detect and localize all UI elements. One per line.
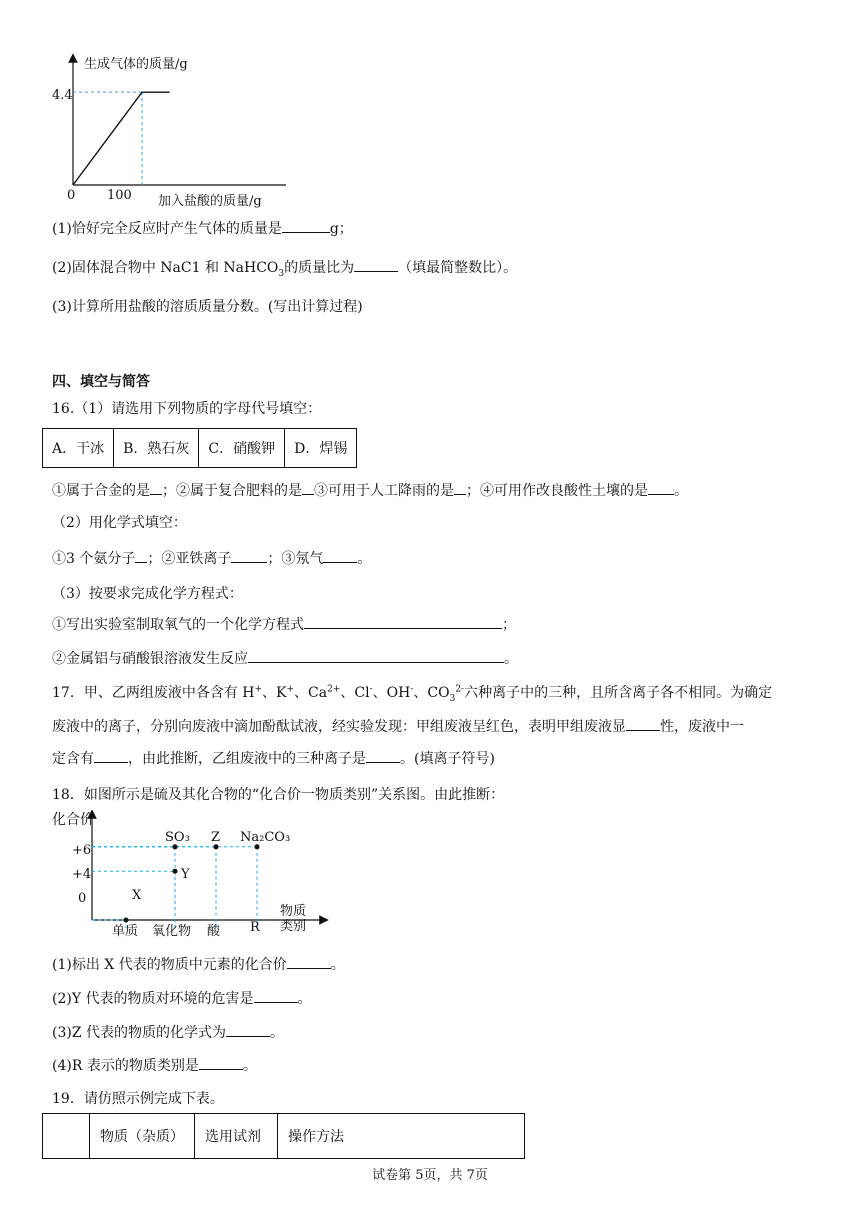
q18-end: 。 [297, 991, 312, 1007]
q16-l2-end: 。 [357, 551, 372, 567]
q17-sub: 3 [449, 693, 456, 704]
answer-blank[interactable] [304, 615, 502, 629]
q16-option-a: A．干冰 [43, 429, 114, 468]
q17-text: 、Cl [340, 685, 370, 701]
answer-blank[interactable] [94, 749, 128, 763]
q17-sup: - [410, 684, 414, 695]
chart2-category-label: 单质 [112, 924, 139, 939]
chart2-ylabel: 化合价 [52, 812, 94, 828]
answer-blank[interactable] [150, 481, 162, 495]
q18-end: 。 [330, 957, 345, 973]
q17-sup: + [254, 684, 263, 695]
chart1-xtick-zero: 0 [67, 188, 76, 203]
chart2-point-label: SO₃ [165, 830, 190, 845]
chart2-point [214, 844, 219, 849]
q16-l3: ①写出实验室制取氧气的一个化学方程式 [52, 617, 304, 633]
chart2-point [173, 844, 178, 849]
q17-sup: 2- [455, 684, 465, 695]
q17-text: 、K [262, 685, 287, 701]
q17-sup: - [369, 684, 373, 695]
q18-p1: (1)标出 X 代表的物质中元素的化合价 [52, 957, 287, 973]
q15-part2-sub: 3 [278, 268, 285, 279]
q16-l4: ②金属铝与硝酸银溶液发生反应 [52, 651, 248, 667]
q16-line2 [52, 548, 371, 568]
q16-line4 [52, 648, 518, 668]
q15-part2 [52, 257, 517, 279]
chart2-ytick-zero: 0 [78, 891, 87, 906]
q17-text: 17．甲、乙两组废液中各含有 H [52, 685, 255, 701]
q18-part3 [52, 1022, 284, 1042]
page-footer: 试卷第 5页，共 7页 [372, 1168, 488, 1183]
q18-part4 [52, 1055, 257, 1075]
q18-part2 [52, 988, 312, 1008]
gas-mass-chart [50, 48, 290, 208]
chart1-ylabel: 生成气体的质量/g [84, 57, 188, 72]
q15-part1-end: g； [329, 221, 353, 237]
q15-part2-end: （填最简整数比）。 [398, 260, 518, 276]
q17-line2 [52, 716, 744, 736]
chart2-category-label: 氧化物 [152, 924, 192, 939]
q18-p4: (4)R 表示的物质类别是 [52, 1058, 199, 1074]
chart2-ytick-plus4: +4 [72, 867, 92, 882]
answer-blank[interactable] [135, 549, 147, 563]
answer-blank[interactable] [366, 749, 400, 763]
chart2-point-label: Y [181, 867, 190, 882]
q16-l1-c: ③可用于人工降雨的是 [314, 483, 454, 499]
q16-part2: （2）用化学式填空： [52, 515, 187, 531]
answer-blank[interactable] [626, 717, 660, 731]
q17-text: 、OH [372, 685, 411, 701]
q18-part1 [52, 954, 345, 974]
chart2-ytick-plus6: +6 [72, 843, 92, 858]
q18-end: 。 [270, 1025, 285, 1041]
q18-p3: (3)Z 代表的物质的化学式为 [52, 1025, 227, 1041]
answer-blank[interactable] [323, 549, 357, 563]
q16-l1-end: 。 [674, 483, 688, 499]
answer-blank[interactable] [302, 481, 314, 495]
q17-text: 废液中的离子，分别向废液中滴加酚酞试液，经实验发现：甲组废液呈红色，表明甲组废液显 [52, 719, 626, 735]
q17-sup: 2+ [327, 684, 341, 695]
answer-blank[interactable] [287, 955, 331, 969]
section-title: 四、填空与简答 [52, 374, 150, 390]
answer-blank[interactable] [231, 549, 267, 563]
q16-option-b: B．熟石灰 [114, 429, 199, 468]
q17-text: ，由此推断，乙组废液中的三种离子是 [128, 751, 366, 767]
q16-part3: （3）按要求完成化学方程式： [52, 586, 243, 602]
chart2-point-label: X [132, 888, 142, 903]
q15-part1-text: (1)恰好完全反应时产生气体的质量是 [52, 221, 282, 237]
q16-intro: 16.（1）请选用下列物质的字母代号填空： [52, 401, 322, 417]
chart1-xlabel: 加入盐酸的质量/g [158, 194, 262, 209]
q15-part2-text-a: (2)固体混合物中 NaC1 和 NaHCO [52, 260, 279, 276]
q16-line3 [52, 614, 516, 634]
q17-sup: + [286, 684, 295, 695]
q16-options-table [42, 428, 357, 468]
chart2-guides [92, 847, 257, 928]
q15-part1 [52, 218, 353, 238]
q16-option-c: C．硝酸钾 [199, 429, 285, 468]
q17-text: 性，废液中一 [660, 719, 744, 735]
q16-l1-a: ①属于合金的是 [52, 483, 150, 499]
answer-blank[interactable] [354, 258, 398, 272]
answer-blank[interactable] [248, 649, 504, 663]
q17-line1 [52, 682, 772, 704]
chart2-category-label: R [250, 920, 260, 935]
q16-l3-end: ； [502, 617, 516, 633]
q18-end: 。 [242, 1058, 257, 1074]
q16-option-d: D．焊锡 [285, 429, 357, 468]
q16-l2-c: ；③氖气 [267, 551, 324, 567]
q16-l2-b: ；②亚铁离子 [147, 551, 232, 567]
q18-p2: (2)Y 代表的物质对环境的危害是 [52, 991, 254, 1007]
q18-intro: 18．如图所示是硫及其化合物的“化合价一物质类别”关系图。由此推断： [52, 787, 505, 803]
q19-intro: 19．请仿照示例完成下表。 [52, 1091, 224, 1107]
q17-text: 定含有 [52, 751, 94, 767]
chart1-data-line [73, 92, 170, 185]
q19-header-method: 操作方法 [278, 1114, 525, 1159]
q17-line3 [52, 748, 495, 768]
q16-line1 [52, 480, 688, 500]
answer-blank[interactable] [648, 481, 674, 495]
q17-text: 、Ca [294, 685, 328, 701]
q15-part3: (3)计算所用盐酸的溶质质量分数。(写出计算过程) [52, 299, 363, 315]
q19-header-substance: 物质（杂质） [90, 1114, 195, 1159]
answer-blank[interactable] [454, 481, 466, 495]
q17-text: 、CO [413, 685, 450, 701]
q17-text: 六种离子中的三种，且所含离子各不相同。为确定 [464, 685, 773, 701]
chart1-ytick: 4.4 [52, 88, 73, 103]
chart2-point [173, 869, 178, 874]
chart1-xtick: 100 [107, 188, 132, 203]
q19-table [42, 1113, 525, 1159]
q16-l1-b: ；②属于复合肥料的是 [162, 483, 302, 499]
chart2-point-label: Na₂CO₃ [240, 830, 291, 845]
q16-l4-end: 。 [504, 651, 518, 667]
chart2-points [124, 844, 260, 922]
q19-header-reagent: 选用试剂 [195, 1114, 278, 1159]
chart2-point [255, 844, 260, 849]
answer-blank[interactable] [226, 1023, 270, 1037]
chart2-category-label: 酸 [207, 924, 221, 939]
q16-l1-d: ；④可用作改良酸性土壤的是 [466, 483, 648, 499]
q19-header-index [43, 1114, 90, 1159]
answer-blank[interactable] [254, 989, 298, 1003]
answer-blank[interactable] [199, 1056, 243, 1070]
chart2-xlabel: 物质类别 [280, 904, 307, 934]
q16-l2-a: ①3 个氨分子 [52, 551, 136, 567]
answer-blank[interactable] [282, 219, 330, 233]
q17-text: 。(填离子符号) [400, 751, 495, 767]
chart2-point-label: Z [211, 830, 221, 845]
q15-part2-text-b: 的质量比为 [284, 260, 355, 276]
